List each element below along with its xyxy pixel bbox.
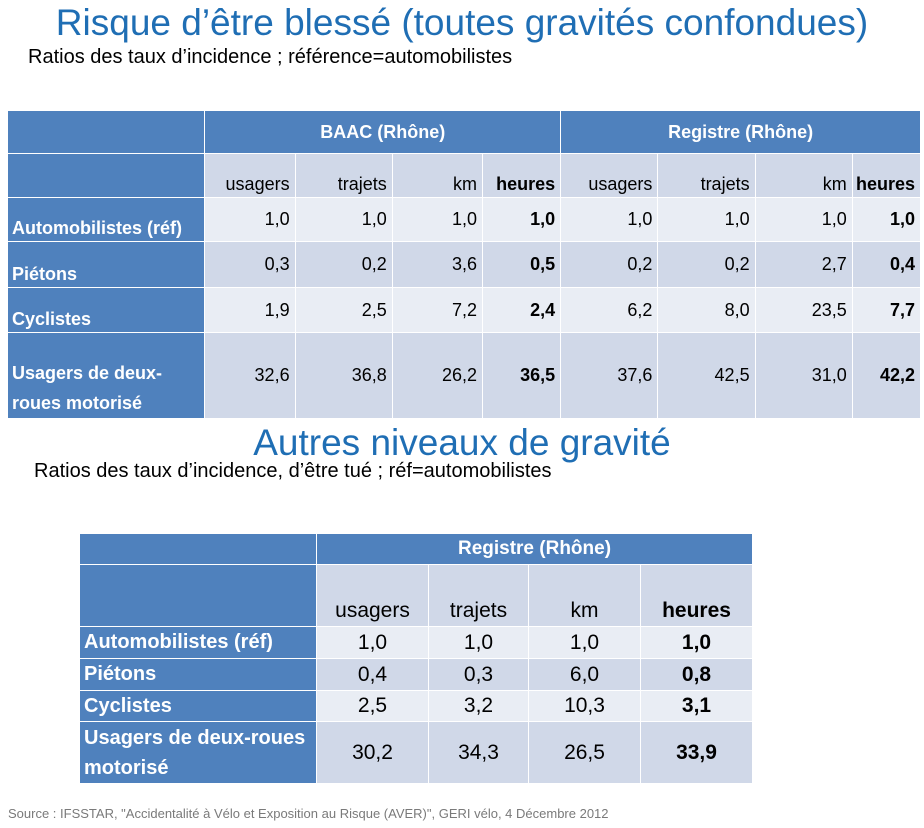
table-cell: 1,0: [205, 198, 295, 242]
table-cell: 6,2: [561, 288, 658, 333]
table-cell: 23,5: [755, 288, 852, 333]
group-header-baac: BAAC (Rhône): [205, 111, 561, 154]
column-header: usagers: [317, 565, 429, 627]
subtitle: Ratios des taux d’incidence ; référence=automobilistes: [28, 46, 513, 68]
row-header: Cyclistes: [8, 288, 205, 333]
table-cell: 37,6: [561, 333, 658, 419]
table-cell: 34,3: [429, 722, 529, 784]
table-cell: 1,0: [392, 198, 482, 242]
page-title: Risque d’être blessé (toutes gravités confondues): [55, 2, 869, 43]
table-cell: 0,3: [429, 659, 529, 691]
subtitle: Ratios des taux d’incidence, d’être tué ; réf=automobilistes: [34, 460, 552, 482]
table-cell: 3,6: [392, 242, 482, 288]
table-cell: 3,2: [429, 691, 529, 722]
table-cell: 2,7: [755, 242, 852, 288]
row-header: Usagers de deux-roues motorisé: [80, 722, 317, 784]
row-header: Usagers de deux-roues motorisé: [8, 333, 205, 419]
injury-risk-table: [7, 110, 921, 419]
table-cell: 26,2: [392, 333, 482, 419]
table-cell: 2,5: [295, 288, 392, 333]
table-cell: 42,5: [658, 333, 755, 419]
table-cell: 42,2: [852, 333, 920, 419]
table-cell: 0,5: [482, 242, 560, 288]
table-cell: 0,3: [205, 242, 295, 288]
row-header: Automobilistes (réf): [80, 627, 317, 659]
table-cell: 26,5: [529, 722, 641, 784]
table-cell: 32,6: [205, 333, 295, 419]
table-cell: 1,0: [658, 198, 755, 242]
table-cell: 3,1: [641, 691, 753, 722]
column-header: trajets: [295, 154, 392, 198]
table-corner: [80, 534, 317, 565]
column-header: heures: [482, 154, 560, 198]
table-cell: 7,2: [392, 288, 482, 333]
table-cell: 0,2: [561, 242, 658, 288]
column-header: km: [755, 154, 852, 198]
table-corner: [80, 565, 317, 627]
table-cell: 2,5: [317, 691, 429, 722]
table-cell: 36,8: [295, 333, 392, 419]
row-header: Piétons: [8, 242, 205, 288]
table-cell: 30,2: [317, 722, 429, 784]
group-header-registre: Registre (Rhône): [317, 534, 753, 565]
source-note: Source : IFSSTAR, "Accidentalité à Vélo et Exposition au Risque (AVER)", GERI vélo, 4 Décembre 2012: [8, 806, 609, 821]
column-header: heures: [852, 154, 920, 198]
table-cell: 1,0: [529, 627, 641, 659]
row-header: Piétons: [80, 659, 317, 691]
fatality-risk-table: [79, 533, 753, 784]
table-corner: [8, 111, 205, 154]
table-cell: 0,2: [658, 242, 755, 288]
table-cell: 1,0: [755, 198, 852, 242]
table-cell: 1,0: [561, 198, 658, 242]
table-cell: 6,0: [529, 659, 641, 691]
column-header: heures: [641, 565, 753, 627]
table-cell: 31,0: [755, 333, 852, 419]
table-corner: [8, 154, 205, 198]
table-cell: 2,4: [482, 288, 560, 333]
table-cell: 10,3: [529, 691, 641, 722]
table-cell: 0,4: [852, 242, 920, 288]
column-header: trajets: [658, 154, 755, 198]
table-cell: 1,0: [317, 627, 429, 659]
column-header: km: [392, 154, 482, 198]
table-cell: 1,9: [205, 288, 295, 333]
table-cell: 8,0: [658, 288, 755, 333]
table-cell: 1,0: [641, 627, 753, 659]
table-cell: 0,8: [641, 659, 753, 691]
group-header-registre: Registre (Rhône): [561, 111, 921, 154]
column-header: usagers: [205, 154, 295, 198]
table-cell: 1,0: [852, 198, 920, 242]
row-header: Cyclistes: [80, 691, 317, 722]
table-cell: 0,2: [295, 242, 392, 288]
table-cell: 1,0: [429, 627, 529, 659]
column-header: usagers: [561, 154, 658, 198]
table-cell: 33,9: [641, 722, 753, 784]
row-header: Automobilistes (réf): [8, 198, 205, 242]
table-cell: 0,4: [317, 659, 429, 691]
column-header: km: [529, 565, 641, 627]
table-cell: 7,7: [852, 288, 920, 333]
table-cell: 1,0: [482, 198, 560, 242]
column-header: trajets: [429, 565, 529, 627]
section-title: Autres niveaux de gravité: [253, 422, 671, 463]
table-cell: 1,0: [295, 198, 392, 242]
table-cell: 36,5: [482, 333, 560, 419]
